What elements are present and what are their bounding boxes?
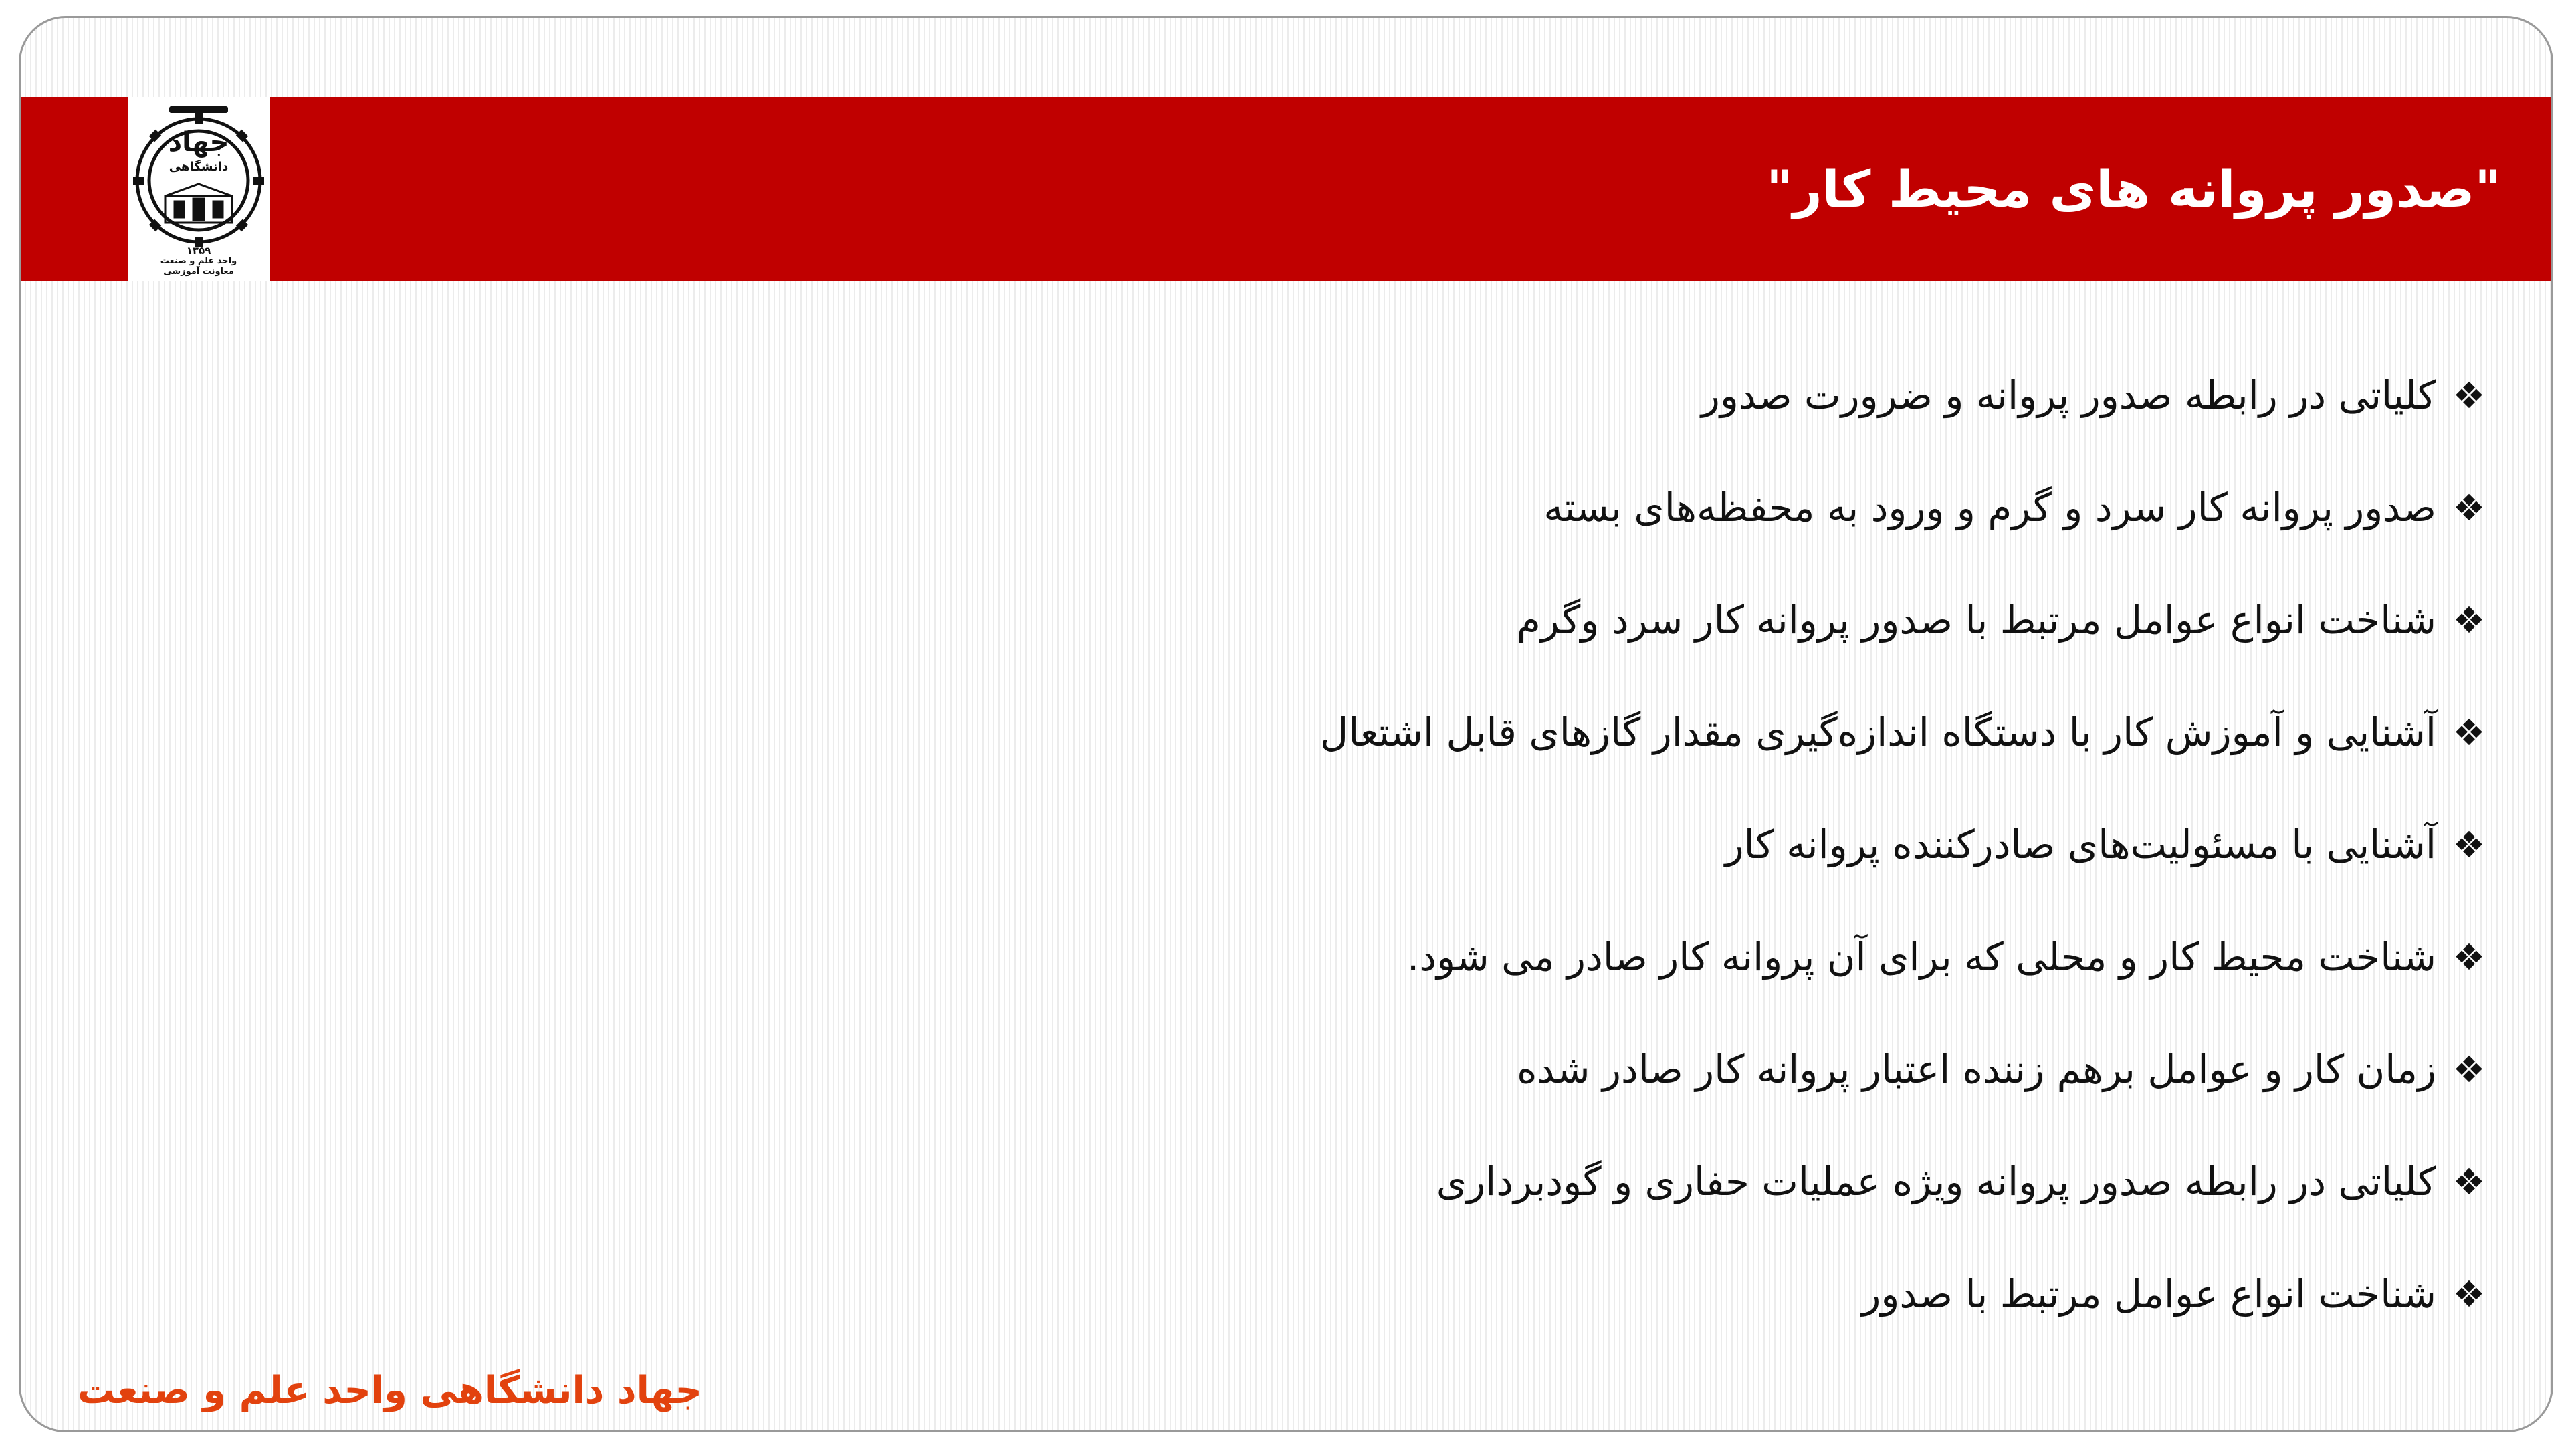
bullet-item	[821, 451, 2492, 564]
diamond-bullet-icon: ❖	[2452, 935, 2486, 978]
logo-year: ۱۳۵۹	[186, 245, 211, 257]
bullet-text: شناخت انواع عوامل مرتبط با صدور پروانه کار سرد وگرم	[1516, 597, 2436, 643]
slide-title: "صدور پروانه های محیط کار"	[1766, 159, 2501, 219]
diamond-bullet-icon: ❖	[2452, 486, 2486, 529]
slide	[19, 16, 2553, 1432]
bullet-text: آشنایی با مسئولیت‌های صادرکننده پروانه کار	[1725, 822, 2436, 867]
bullet-list	[821, 339, 2492, 1350]
footer-organization-name: جهاد دانشگاهی واحد علم و صنعت	[78, 1369, 703, 1412]
bullet-text: شناخت انواع عوامل مرتبط با صدور	[1862, 1271, 2436, 1317]
bullet-item	[821, 676, 2492, 788]
diamond-bullet-icon: ❖	[2452, 374, 2486, 417]
organization-logo	[128, 97, 270, 281]
diamond-bullet-icon: ❖	[2452, 711, 2486, 754]
bullet-item	[821, 901, 2492, 1013]
bullet-text: صدور پروانه کار سرد و گرم و ورود به محفظه‌های بسته	[1543, 485, 2436, 530]
bullet-text: کلیاتی در رابطه صدور پروانه و ضرورت صدور	[1701, 372, 2436, 418]
diamond-bullet-icon: ❖	[2452, 1048, 2486, 1091]
diamond-bullet-icon: ❖	[2452, 1160, 2486, 1203]
bullet-item	[821, 564, 2492, 676]
bullet-item	[821, 339, 2492, 451]
bullet-text: زمان کار و عوامل برهم زننده اعتبار پروانه کار صادر شده	[1517, 1046, 2436, 1092]
bullet-text: کلیاتی در رابطه صدور پروانه ویژه عملیات حفاری و گودبرداری	[1436, 1159, 2436, 1204]
logo-department: معاونت آموزشی	[163, 267, 234, 277]
logo-title: جهاد	[168, 127, 229, 158]
bullet-item	[821, 1013, 2492, 1125]
bullet-text: آشنایی و آموزش کار با دستگاه اندازه‌گیری مقدار گازهای قابل اشتعال	[1320, 709, 2436, 755]
bullet-item	[821, 1125, 2492, 1238]
diamond-bullet-icon: ❖	[2452, 598, 2486, 641]
bullet-item	[821, 788, 2492, 901]
diamond-bullet-icon: ❖	[2452, 1272, 2486, 1315]
logo-unit: واحد علم و صنعت	[160, 256, 237, 266]
diamond-bullet-icon: ❖	[2452, 823, 2486, 866]
bullet-text: شناخت محیط کار و محلی که برای آن پروانه کار صادر می شود.	[1406, 934, 2436, 980]
bullet-item	[821, 1238, 2492, 1350]
logo-subtitle: دانشگاهی	[169, 160, 229, 174]
